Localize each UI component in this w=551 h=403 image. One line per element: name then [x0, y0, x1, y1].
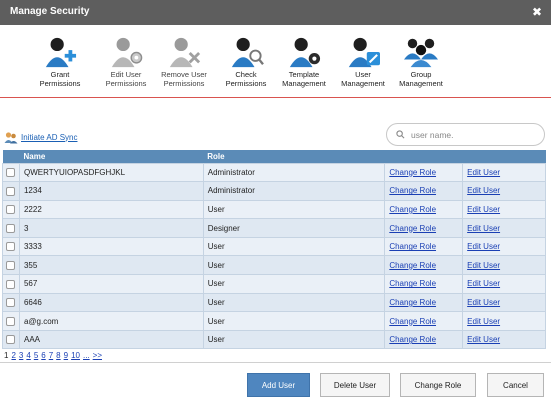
row-checkbox[interactable] — [6, 168, 15, 177]
user-wrench-icon — [343, 35, 383, 69]
row-select-cell — [3, 275, 20, 294]
change-role-cell — [385, 219, 463, 238]
user-template-icon — [284, 35, 324, 69]
edit-user-cell — [463, 293, 546, 312]
row-checkbox[interactable] — [6, 224, 15, 233]
change-role-link[interactable]: Change Role — [389, 167, 437, 177]
page-link[interactable]: 2 — [11, 351, 16, 360]
change-role-cell — [385, 237, 463, 256]
change-role-link[interactable]: Change Role — [389, 335, 437, 345]
user-role-cell: User — [203, 256, 385, 275]
row-checkbox[interactable] — [6, 280, 15, 289]
change-role-link[interactable]: Change Role — [389, 297, 437, 307]
user-role-cell: Designer — [203, 219, 385, 238]
user-role-cell: Administrator — [203, 163, 385, 182]
table-row[interactable] — [3, 219, 546, 238]
user-role-cell: User — [203, 275, 385, 294]
table-row[interactable] — [3, 200, 546, 219]
toolbar-divider — [0, 97, 551, 98]
dialog-titlebar — [0, 0, 551, 25]
toolbar-label: Group Management — [399, 70, 443, 88]
page-link[interactable]: 9 — [63, 351, 69, 360]
edit-user-cell — [463, 275, 546, 294]
current-page: 1 — [4, 351, 9, 360]
change-role-cell — [385, 256, 463, 275]
dialog-footer — [0, 362, 551, 403]
row-select-cell — [3, 256, 20, 275]
toolbar-group-management-button[interactable] — [389, 35, 453, 88]
user-remove-icon — [164, 35, 204, 69]
row-select-cell — [3, 312, 20, 331]
edit-user-link[interactable]: Edit User — [467, 335, 501, 345]
change-role-link[interactable]: Change Role — [389, 204, 437, 214]
toolbar-label: User Management — [341, 70, 385, 88]
row-checkbox[interactable] — [6, 335, 15, 344]
toolbar-grant-permissions-button[interactable] — [28, 35, 92, 88]
table-row[interactable] — [3, 182, 546, 201]
table-row[interactable] — [3, 163, 546, 182]
change-role-cell — [385, 200, 463, 219]
row-checkbox[interactable] — [6, 242, 15, 251]
page-link[interactable]: 10 — [71, 351, 80, 360]
row-checkbox[interactable] — [6, 187, 15, 196]
change-role-button[interactable]: Change Role — [400, 373, 476, 397]
edit-user-cell — [463, 219, 546, 238]
column-header-edit-user — [463, 150, 546, 163]
row-select-cell — [3, 219, 20, 238]
edit-user-link[interactable]: Edit User — [467, 242, 501, 252]
cancel-button[interactable]: Cancel — [487, 373, 544, 397]
user-name-cell: 355 — [19, 256, 203, 275]
add-user-button[interactable]: Add User — [247, 373, 310, 397]
table-header-row — [3, 150, 546, 163]
dialog-title: Manage Security — [10, 6, 90, 17]
row-checkbox[interactable] — [6, 205, 15, 214]
ad-sync-label[interactable]: Initiate AD Sync — [21, 132, 78, 142]
row-select-cell — [3, 330, 20, 349]
edit-user-cell — [463, 163, 546, 182]
edit-user-link[interactable]: Edit User — [467, 204, 501, 214]
change-role-cell — [385, 330, 463, 349]
page-link[interactable]: 5 — [33, 351, 39, 360]
users-sync-icon — [4, 131, 18, 144]
edit-user-cell — [463, 182, 546, 201]
page-link[interactable]: 4 — [26, 351, 31, 360]
change-role-link[interactable]: Change Role — [389, 279, 437, 289]
user-role-cell: User — [203, 312, 385, 331]
row-select-cell — [3, 293, 20, 312]
toolbar-template-management-button[interactable] — [272, 35, 336, 88]
toolbar-remove-user-permissions-button[interactable] — [152, 35, 216, 88]
change-role-link[interactable]: Change Role — [389, 242, 437, 252]
user-name-cell: 1234 — [19, 182, 203, 201]
table-row[interactable] — [3, 312, 546, 331]
toolbar-label: Edit User Permissions — [105, 70, 147, 88]
edit-user-cell — [463, 312, 546, 331]
edit-user-link[interactable]: Edit User — [467, 167, 501, 177]
user-search-box[interactable] — [386, 123, 545, 146]
column-header-role[interactable]: Role — [203, 150, 385, 163]
toolbar-user-management-button[interactable] — [331, 35, 395, 88]
change-role-link[interactable]: Change Role — [389, 316, 437, 326]
row-select-cell — [3, 182, 20, 201]
user-search-icon — [226, 35, 266, 69]
edit-user-link[interactable]: Edit User — [467, 279, 501, 289]
change-role-cell — [385, 312, 463, 331]
pagination — [4, 351, 102, 360]
select-column-header — [3, 150, 20, 163]
edit-user-link[interactable]: Edit User — [467, 297, 501, 307]
toolbar-label: Grant Permissions — [39, 70, 81, 88]
group-icon — [401, 35, 441, 69]
change-role-link[interactable]: Change Role — [389, 260, 437, 270]
user-role-cell: User — [203, 330, 385, 349]
user-name-cell: 3333 — [19, 237, 203, 256]
edit-user-cell — [463, 256, 546, 275]
edit-user-link[interactable]: Edit User — [467, 260, 501, 270]
user-role-cell: User — [203, 200, 385, 219]
user-name-cell: QWERTYUIOPASDFGHJKL — [19, 163, 203, 182]
row-select-cell — [3, 163, 20, 182]
close-icon[interactable]: ✖ — [531, 5, 542, 19]
edit-user-link[interactable]: Edit User — [467, 316, 501, 326]
user-name-cell: a@g.com — [19, 312, 203, 331]
change-role-cell — [385, 275, 463, 294]
user-name-cell: 6646 — [19, 293, 203, 312]
user-name-cell: 3 — [19, 219, 203, 238]
delete-user-button[interactable]: Delete User — [320, 373, 390, 397]
row-checkbox[interactable] — [6, 317, 15, 326]
change-role-cell — [385, 293, 463, 312]
row-select-cell — [3, 237, 20, 256]
table-row[interactable] — [3, 237, 546, 256]
search-icon — [396, 130, 405, 139]
change-role-link[interactable]: Change Role — [389, 186, 437, 196]
change-role-cell — [385, 182, 463, 201]
edit-user-cell — [463, 330, 546, 349]
row-checkbox[interactable] — [6, 261, 15, 270]
user-role-cell: User — [203, 293, 385, 312]
user-name-cell: AAA — [19, 330, 203, 349]
change-role-cell — [385, 163, 463, 182]
table-row[interactable] — [3, 275, 546, 294]
permissions-toolbar — [0, 25, 551, 97]
table-row[interactable] — [3, 256, 546, 275]
user-name-cell: 567 — [19, 275, 203, 294]
edit-user-cell — [463, 200, 546, 219]
user-search-input[interactable] — [411, 130, 531, 140]
page-link[interactable]: 6 — [41, 351, 46, 360]
page-link[interactable]: ... — [82, 351, 90, 360]
user-name-cell: 2222 — [19, 200, 203, 219]
edit-user-link[interactable]: Edit User — [467, 186, 501, 196]
page-link[interactable]: 3 — [18, 351, 24, 360]
page-link[interactable]: 7 — [48, 351, 54, 360]
column-header-name[interactable]: Name — [19, 150, 203, 163]
user-role-cell: Administrator — [203, 182, 385, 201]
row-select-cell — [3, 200, 20, 219]
page-link[interactable]: 8 — [56, 351, 61, 360]
toolbar-label: Check Permissions — [225, 70, 267, 88]
table-row[interactable] — [3, 330, 546, 349]
table-row[interactable] — [3, 293, 546, 312]
toolbar-check-permissions-button[interactable] — [214, 35, 278, 88]
edit-user-link[interactable]: Edit User — [467, 223, 501, 233]
toolbar-label: Template Management — [282, 70, 326, 88]
ad-sync-link[interactable] — [4, 130, 77, 144]
toolbar-label: Remove User Permissions — [161, 70, 207, 88]
user-plus-icon — [40, 35, 80, 69]
user-gear-icon — [106, 35, 146, 69]
page-link[interactable]: >> — [92, 351, 102, 360]
edit-user-cell — [463, 237, 546, 256]
column-header-change-role — [385, 150, 463, 163]
toolbar-edit-user-permissions-button[interactable] — [94, 35, 158, 88]
row-checkbox[interactable] — [6, 298, 15, 307]
user-role-cell: User — [203, 237, 385, 256]
users-table — [2, 150, 546, 349]
change-role-link[interactable]: Change Role — [389, 223, 437, 233]
